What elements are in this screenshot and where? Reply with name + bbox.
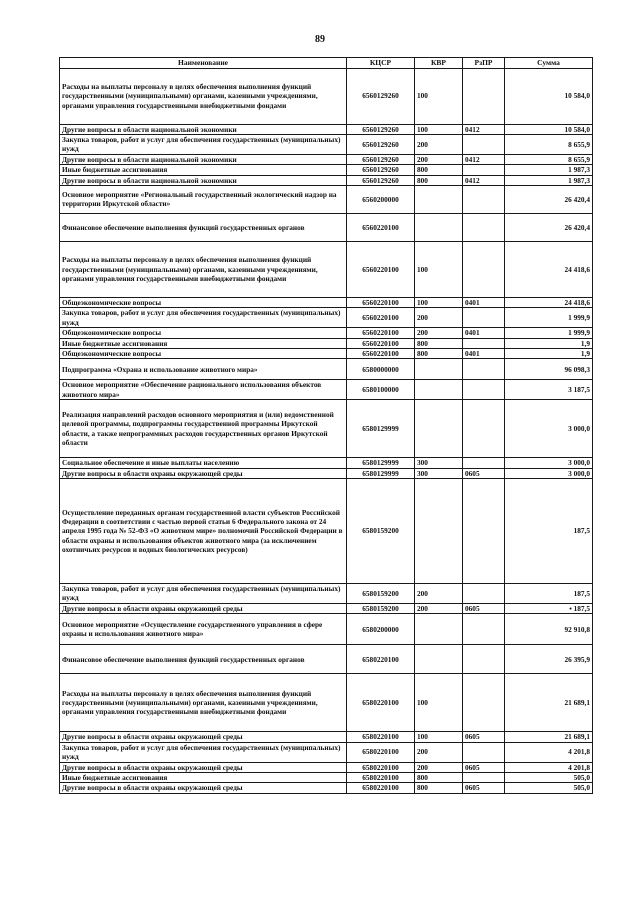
cell-name: Другие вопросы в области национальной экономики (60, 154, 347, 164)
cell-name: Расходы на выплаты персоналу в целях обеспечения выполнения функций государственными (муниципальными) органами, казенными учреждениями, органами управления государственными внебюджетными фондами (60, 674, 347, 732)
cell-kvr: 200 (415, 603, 463, 613)
cell-sum: 10 584,0 (505, 68, 593, 124)
cell-rzpr (463, 134, 505, 154)
cell-kvr: 100 (415, 732, 463, 742)
cell-name: Другие вопросы в области национальной экономики (60, 124, 347, 134)
cell-rzpr: 0605 (463, 762, 505, 772)
cell-name: Расходы на выплаты персоналу в целях обеспечения выполнения функций государственными (муниципальными) органами, казенными учреждениями, органами управления государственными внебюджетными фондами (60, 68, 347, 124)
cell-name: Общеэкономические вопросы (60, 348, 347, 358)
cell-kvr: 200 (415, 762, 463, 772)
cell-rzpr: 0412 (463, 154, 505, 164)
cell-kvr: 800 (415, 348, 463, 358)
cell-sum: 1 987,3 (505, 165, 593, 175)
cell-kvr (415, 185, 463, 213)
cell-kvr: 100 (415, 124, 463, 134)
cell-rzpr: 0412 (463, 124, 505, 134)
cell-kvr: 100 (415, 297, 463, 307)
cell-kvr: 300 (415, 458, 463, 468)
cell-kcsr: 6580159200 (347, 478, 415, 583)
cell-kcsr: 6560129260 (347, 154, 415, 164)
cell-rzpr: 0401 (463, 297, 505, 307)
cell-kcsr: 6560129260 (347, 68, 415, 124)
cell-kcsr: 6560220100 (347, 297, 415, 307)
cell-kvr: 800 (415, 772, 463, 782)
cell-name: Другие вопросы в области охраны окружающей среды (60, 732, 347, 742)
cell-kcsr: 6560220100 (347, 348, 415, 358)
cell-name: Основное мероприятие «Региональный государственный экологический надзор на территории Иркутской области» (60, 185, 347, 213)
cell-sum: 505,0 (505, 772, 593, 782)
cell-rzpr (463, 380, 505, 400)
cell-sum: 3 000,0 (505, 468, 593, 478)
cell-rzpr (463, 458, 505, 468)
cell-rzpr: 0401 (463, 348, 505, 358)
header-sum: Сумма (505, 58, 593, 69)
table-row (60, 732, 593, 742)
table-row (60, 478, 593, 583)
cell-rzpr: 0605 (463, 783, 505, 793)
table-row (60, 468, 593, 478)
cell-sum: • 187,5 (505, 603, 593, 613)
cell-name: Общеэкономические вопросы (60, 297, 347, 307)
cell-kvr (415, 213, 463, 241)
cell-rzpr (463, 359, 505, 380)
table-row (60, 124, 593, 134)
cell-kcsr: 6580129999 (347, 400, 415, 458)
cell-kcsr: 6580220100 (347, 772, 415, 782)
cell-rzpr (463, 68, 505, 124)
cell-kcsr: 6560220100 (347, 241, 415, 297)
cell-rzpr (463, 478, 505, 583)
cell-kvr: 100 (415, 68, 463, 124)
table-row (60, 783, 593, 793)
table-row (60, 772, 593, 782)
table-row (60, 154, 593, 164)
cell-kvr (415, 400, 463, 458)
cell-rzpr: 0605 (463, 603, 505, 613)
table-row (60, 645, 593, 674)
cell-rzpr (463, 645, 505, 674)
cell-kvr: 800 (415, 338, 463, 348)
cell-sum: 21 689,1 (505, 732, 593, 742)
cell-sum: 10 584,0 (505, 124, 593, 134)
cell-kvr: 800 (415, 165, 463, 175)
cell-rzpr (463, 674, 505, 732)
table-row (60, 400, 593, 458)
table-row (60, 68, 593, 124)
cell-kcsr: 6580000000 (347, 359, 415, 380)
cell-sum: 3 000,0 (505, 400, 593, 458)
cell-kcsr: 6560129260 (347, 134, 415, 154)
table-row (60, 175, 593, 185)
cell-sum: 92 910,8 (505, 614, 593, 645)
cell-sum: 1 999,9 (505, 328, 593, 338)
cell-sum: 1 987,3 (505, 175, 593, 185)
cell-rzpr (463, 213, 505, 241)
cell-sum: 96 098,3 (505, 359, 593, 380)
cell-name: Финансовое обеспечение выполнения функций государственных органов (60, 213, 347, 241)
header-kcsr: КЦСР (347, 58, 415, 69)
cell-sum: 26 420,4 (505, 213, 593, 241)
table-row (60, 348, 593, 358)
cell-kcsr: 6580220100 (347, 742, 415, 762)
table-row (60, 674, 593, 732)
cell-name: Другие вопросы в области охраны окружающей среды (60, 783, 347, 793)
table-row (60, 134, 593, 154)
cell-name: Общеэкономические вопросы (60, 328, 347, 338)
cell-sum: 187,5 (505, 478, 593, 583)
cell-kvr (415, 380, 463, 400)
header-name: Наименование (60, 58, 347, 69)
cell-sum: 26 395,9 (505, 645, 593, 674)
cell-name: Другие вопросы в области охраны окружающей среды (60, 468, 347, 478)
cell-kvr: 800 (415, 783, 463, 793)
cell-name: Другие вопросы в области национальной экономики (60, 175, 347, 185)
table-row (60, 328, 593, 338)
cell-rzpr (463, 772, 505, 782)
cell-name: Иные бюджетные ассигнования (60, 772, 347, 782)
cell-sum: 24 418,6 (505, 241, 593, 297)
cell-name: Финансовое обеспечение выполнения функций государственных органов (60, 645, 347, 674)
cell-sum: 8 655,9 (505, 134, 593, 154)
page-number: 89 (315, 34, 325, 45)
cell-rzpr: 0605 (463, 468, 505, 478)
cell-kvr: 100 (415, 674, 463, 732)
cell-kvr: 800 (415, 175, 463, 185)
cell-name: Основное мероприятие «Осуществление государственного управления в сфере охраны и использования животного мира» (60, 614, 347, 645)
cell-name: Другие вопросы в области охраны окружающей среды (60, 762, 347, 772)
table-row (60, 165, 593, 175)
table-row (60, 213, 593, 241)
table-row (60, 458, 593, 468)
table-row (60, 603, 593, 613)
cell-kvr: 200 (415, 742, 463, 762)
cell-kvr: 200 (415, 583, 463, 603)
cell-sum: 1,9 (505, 348, 593, 358)
cell-kvr: 100 (415, 241, 463, 297)
table-row (60, 185, 593, 213)
cell-kvr: 200 (415, 328, 463, 338)
cell-name: Другие вопросы в области охраны окружающей среды (60, 603, 347, 613)
table-header (60, 58, 593, 69)
cell-kcsr: 6580220100 (347, 783, 415, 793)
cell-rzpr: 0605 (463, 732, 505, 742)
cell-name: Иные бюджетные ассигнования (60, 338, 347, 348)
table-row (60, 742, 593, 762)
cell-rzpr (463, 241, 505, 297)
cell-rzpr (463, 308, 505, 328)
cell-kvr (415, 645, 463, 674)
table-row (60, 297, 593, 307)
cell-rzpr: 0401 (463, 328, 505, 338)
table-row (60, 308, 593, 328)
table-row (60, 241, 593, 297)
cell-kcsr: 6580159200 (347, 583, 415, 603)
cell-kvr: 200 (415, 308, 463, 328)
cell-rzpr (463, 338, 505, 348)
cell-name: Расходы на выплаты персоналу в целях обеспечения выполнения функций государственными (муниципальными) органами, казенными учреждениями, органами управления государственными внебюджетными фондами (60, 241, 347, 297)
cell-name: Закупка товаров, работ и услуг для обеспечения государственных (муниципальных) нужд (60, 134, 347, 154)
table-row (60, 614, 593, 645)
cell-name: Основное мероприятие «Обеспечение рационального использования объектов животного мира» (60, 380, 347, 400)
table-row (60, 338, 593, 348)
cell-kvr (415, 614, 463, 645)
cell-kcsr: 6580220100 (347, 674, 415, 732)
cell-sum: 4 201,8 (505, 762, 593, 772)
cell-sum: 26 420,4 (505, 185, 593, 213)
cell-name: Закупка товаров, работ и услуг для обеспечения государственных (муниципальных) нужд (60, 308, 347, 328)
cell-kcsr: 6560220100 (347, 308, 415, 328)
cell-name: Подпрограмма «Охрана и использование животного мира» (60, 359, 347, 380)
cell-sum: 8 655,9 (505, 154, 593, 164)
cell-kcsr: 6560129260 (347, 165, 415, 175)
cell-rzpr (463, 400, 505, 458)
cell-kcsr: 6560200000 (347, 185, 415, 213)
budget-table (59, 57, 593, 794)
cell-rzpr (463, 583, 505, 603)
cell-kvr: 300 (415, 468, 463, 478)
cell-rzpr (463, 185, 505, 213)
cell-rzpr: 0412 (463, 175, 505, 185)
cell-kcsr: 6580220100 (347, 762, 415, 772)
table-body (60, 68, 593, 793)
cell-rzpr (463, 165, 505, 175)
cell-sum: 187,5 (505, 583, 593, 603)
cell-kcsr: 6560129260 (347, 175, 415, 185)
cell-rzpr (463, 614, 505, 645)
table-row (60, 380, 593, 400)
cell-sum: 24 418,6 (505, 297, 593, 307)
cell-name: Закупка товаров, работ и услуг для обеспечения государственных (муниципальных) нужд (60, 583, 347, 603)
header-row (60, 58, 593, 69)
cell-sum: 1,9 (505, 338, 593, 348)
cell-kcsr: 6580129999 (347, 458, 415, 468)
cell-kcsr: 6560220100 (347, 328, 415, 338)
cell-kcsr: 6580200000 (347, 614, 415, 645)
cell-sum: 505,0 (505, 783, 593, 793)
cell-kcsr: 6580100000 (347, 380, 415, 400)
cell-sum: 21 689,1 (505, 674, 593, 732)
cell-kcsr: 6560220100 (347, 338, 415, 348)
cell-kcsr: 6580159200 (347, 603, 415, 613)
cell-kvr (415, 478, 463, 583)
cell-name: Реализация направлений расходов основного мероприятия и (или) ведомственной целевой программы, подпрограммы государственной программы Иркутской области, а также непрограммных расходов государственных органов Иркутской области (60, 400, 347, 458)
cell-kcsr: 6580220100 (347, 645, 415, 674)
cell-kvr: 200 (415, 154, 463, 164)
header-rzpr: РзПР (463, 58, 505, 69)
cell-name: Закупка товаров, работ и услуг для обеспечения государственных (муниципальных) нужд (60, 742, 347, 762)
table-row (60, 359, 593, 380)
cell-name: Осуществление переданных органам государственной власти субъектов Российской Федерации в соответствии с частью первой статьи 6 Федерального закона от 24 апреля 1995 года № 52-ФЗ «О животном мире» полномочий Российской Федерации в области охраны и использования объектов животного мира (за исключением охотничьих ресурсов и водных биологических ресурсов) (60, 478, 347, 583)
header-kvr: КВР (415, 58, 463, 69)
cell-kcsr: 6560220100 (347, 213, 415, 241)
cell-kvr: 200 (415, 134, 463, 154)
cell-rzpr (463, 742, 505, 762)
cell-sum: 1 999,9 (505, 308, 593, 328)
cell-sum: 4 201,8 (505, 742, 593, 762)
cell-kcsr: 6580129999 (347, 468, 415, 478)
cell-kvr (415, 359, 463, 380)
cell-name: Иные бюджетные ассигнования (60, 165, 347, 175)
table-row (60, 762, 593, 772)
cell-sum: 3 000,0 (505, 458, 593, 468)
cell-name: Социальное обеспечение и иные выплаты населению (60, 458, 347, 468)
cell-sum: 3 187,5 (505, 380, 593, 400)
cell-kcsr: 6560129260 (347, 124, 415, 134)
cell-kcsr: 6580220100 (347, 732, 415, 742)
table-row (60, 583, 593, 603)
